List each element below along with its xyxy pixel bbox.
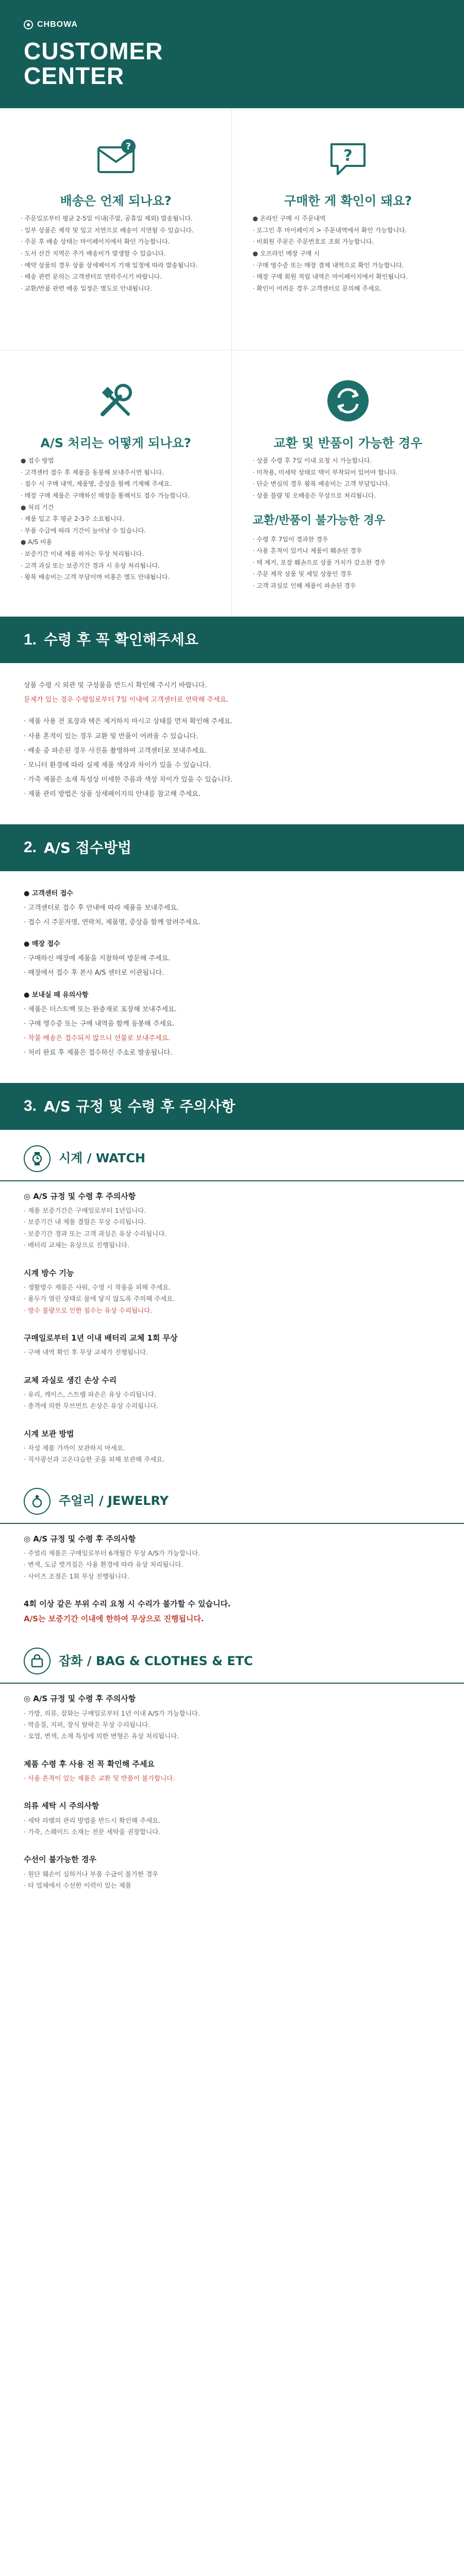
paragraph: · 사용 흔적이 있는 경우 교환 및 반품이 어려울 수 있습니다. (24, 732, 198, 740)
list-item: · 미착용, 미세탁 상태로 택이 부착되어 있어야 합니다. (253, 468, 398, 476)
section-number: 3. (24, 1097, 37, 1115)
list-item: · 로그인 후 마이페이지 > 주문내역에서 확인 가능합니다. (253, 226, 407, 234)
brand-logo (24, 19, 440, 31)
faq-card-shipping (0, 108, 232, 350)
policy-line: · 용두가 열린 상태로 물에 닿지 않도록 주의해 주세요. (24, 1295, 175, 1303)
list-item: · 비회원 주문은 주문번호로 조회 가능합니다. (253, 238, 374, 246)
policy-line: · 변색, 도금 벗겨짐은 사용 환경에 따라 유상 처리됩니다. (24, 1561, 184, 1569)
category-title: 주얼리 / JEWELRY (59, 1493, 169, 1508)
section-header-as-method (0, 824, 464, 871)
policy-item-title: 구매일로부터 1년 이내 배터리 교체 1회 무상 (24, 1333, 178, 1343)
category-header-bag (0, 1632, 464, 1684)
brand-logo-icon (24, 20, 33, 29)
category-header-jewelry (0, 1472, 464, 1524)
policy-line: · 제품 보증기간은 구매일로부터 1년입니다. (24, 1207, 146, 1215)
list-item: · 접수 시 구매 내역, 제품명, 증상을 함께 기재해 주세요. (21, 480, 172, 488)
page-title (24, 39, 440, 89)
chat-bubble-question-icon (323, 134, 373, 183)
page-bottom-spacer (0, 1898, 464, 1944)
policy-item-title: 교체 과실로 생긴 손상 수리 (24, 1375, 117, 1385)
category-header-watch (0, 1130, 464, 1181)
faq-card-purchase (232, 108, 464, 350)
section-header-check (0, 617, 464, 664)
paragraph: · 구매하신 매장에 제품을 지참하여 방문해 주세요. (24, 955, 171, 963)
section-title: A/S 접수방법 (44, 839, 132, 856)
svg-text:?: ? (343, 147, 353, 165)
paragraph: · 착불 배송은 접수되지 않으니 선불로 보내주세요. (24, 1035, 171, 1043)
list-item: · 매장 구매 회원 적립 내역은 마이페이지에서 확인됩니다. (253, 273, 408, 281)
policy-item-title: 의류 세탁 시 주의사항 (24, 1801, 100, 1811)
list-item: ● 처리 기간 (21, 503, 54, 511)
list-item: · 수령 후 7일이 경과한 경우 (253, 535, 328, 543)
policy-line: · 세탁 라벨의 관리 방법을 반드시 확인해 주세요. (24, 1816, 161, 1824)
policy-item (0, 1749, 464, 1791)
section-title: 수령 후 꼭 확인해주세요 (44, 631, 198, 649)
policy-item-title: 수선이 불가능한 경우 (24, 1855, 96, 1865)
list-item: · 상품 수령 후 7일 이내 요청 시 가능합니다. (253, 457, 372, 465)
list-item: ● 오프라인 매장 구매 시 (253, 249, 320, 257)
paragraph: · 제품 관리 방법은 상품 상세페이지의 안내를 참고해 주세요. (24, 790, 201, 799)
watch-icon (24, 1145, 51, 1172)
policy-line: · 가죽, 스웨이드 소재는 전문 세탁을 권장합니다. (24, 1828, 161, 1836)
list-item: · 고객센터 접수 후 제품을 동봉해 보내주시면 됩니다. (21, 468, 164, 476)
list-item: · 구매 영수증 또는 매장 결제 내역으로 확인 가능합니다. (253, 261, 404, 269)
list-item: · 일부 상품은 제작 및 입고 지연으로 배송이 지연될 수 있습니다. (21, 226, 194, 234)
paragraph: · 제품은 더스트백 또는 완충재로 포장해 보내주세요. (24, 1005, 177, 1013)
policy-item (0, 1181, 464, 1258)
section-body-check (0, 663, 464, 824)
paragraph: · 배송 중 파손된 경우 사진을 촬영하여 고객센터로 보내주세요. (24, 747, 207, 755)
paragraph: · 접수 시 주문자명, 연락처, 제품명, 증상을 함께 알려주세요. (24, 919, 201, 927)
section-body-as-method (0, 871, 464, 1083)
policy-line: · 원단 훼손이 심하거나 부품 수급이 불가한 경우 (24, 1870, 159, 1878)
policy-item (0, 1323, 464, 1365)
list-item: · 도서 산간 지역은 추가 배송비가 발생할 수 있습니다. (21, 249, 166, 257)
paragraph: ● 보내실 때 유의사항 (24, 991, 89, 999)
policy-item-title: 제품 수령 후 사용 전 꼭 확인해 주세요 (24, 1759, 155, 1769)
faq-question: A/S 처리는 어떻게 되나요? (40, 436, 191, 450)
list-item: · 보증기간 이내 제품 하자는 무상 처리됩니다. (21, 550, 144, 557)
policy-line: · 오염, 변색, 소재 특성에 의한 변형은 유상 처리됩니다. (24, 1732, 179, 1740)
policy-line: · 유리, 케이스, 스트랩 파손은 유상 수리됩니다. (24, 1390, 157, 1398)
paragraph: ● 고객센터 접수 (24, 889, 73, 897)
policy-item-title: ◎ A/S 규정 및 수령 후 주의사항 (24, 1534, 136, 1544)
policy-line: · 타 업체에서 수선한 이력이 있는 제품 (24, 1882, 131, 1890)
policy-line: · 주얼리 제품은 구매일로부터 6개월간 무상 A/S가 가능합니다. (24, 1549, 201, 1557)
paragraph: · 고객센터로 접수 후 안내에 따라 제품을 보내주세요. (24, 904, 179, 912)
policy-line: · 배터리 교체는 유상으로 진행됩니다. (24, 1241, 129, 1249)
category-title: 잡화 / BAG & CLOTHES & ETC (59, 1653, 253, 1668)
faq-answer-list (21, 214, 211, 293)
section-title: A/S 규정 및 수령 후 주의사항 (44, 1097, 236, 1115)
policy-line: · 생활방수 제품은 샤워, 수영 시 착용을 피해 주세요. (24, 1283, 171, 1291)
list-item: · 제품 입고 후 평균 2-3주 소요됩니다. (21, 515, 124, 523)
faq-answer-list (253, 456, 443, 500)
section-header-as-policy (0, 1083, 464, 1130)
paragraph: · 매장에서 접수 후 본사 A/S 센터로 이관됩니다. (24, 969, 164, 977)
list-item: ● A/S 비용 (21, 538, 53, 546)
policy-item (0, 1791, 464, 1844)
paragraph: ● 매장 접수 (24, 940, 60, 948)
policy-line: · 직사광선과 고온다습한 곳을 피해 보관해 주세요. (24, 1455, 165, 1464)
paragraph: · 구매 영수증 또는 구매 내역을 함께 동봉해 주세요. (24, 1020, 175, 1028)
list-item: ● 온라인 구매 시 주문내역 (253, 215, 326, 223)
policy-item (0, 1419, 464, 1472)
list-item: · 사용 흔적이 있거나 제품이 훼손된 경우 (253, 547, 362, 555)
policy-line: · 가방, 의류, 잡화는 구매일로부터 1년 이내 A/S가 가능합니다. (24, 1709, 200, 1717)
faq-grid (0, 108, 464, 617)
faq-card-exchange (232, 350, 464, 616)
policy-line: · 보증기간 내 제품 결함은 무상 수리됩니다. (24, 1218, 146, 1226)
paragraph: 문제가 있는 경우 수령일로부터 7일 이내에 고객센터로 연락해 주세요. (24, 696, 229, 704)
list-item: · 교환/반품 관련 배송 일정은 별도로 안내됩니다. (21, 284, 152, 292)
faq-card-as (0, 350, 232, 616)
policy-item-title: 시계 방수 기능 (24, 1268, 74, 1278)
page-title-line1: CUSTOMER (24, 37, 163, 64)
policy-item-title: ◎ A/S 규정 및 수령 후 주의사항 (24, 1694, 136, 1704)
policy-note: A/S는 보증기간 이내에 한하여 무상으로 진행됩니다. (24, 1614, 204, 1624)
brand-name: CHBOWA (37, 20, 78, 29)
list-item: · 주문 제작 상품 및 세일 상품인 경우 (253, 570, 352, 578)
paragraph: 상품 수령 시 외관 및 구성품을 반드시 확인해 주시기 바랍니다. (24, 682, 207, 690)
svg-text:?: ? (125, 141, 131, 152)
category-title: 시계 / WATCH (59, 1151, 146, 1166)
section-number: 2. (24, 839, 37, 856)
paragraph: · 가죽 제품은 소재 특성상 미세한 주름과 색상 차이가 있을 수 있습니다. (24, 775, 233, 784)
policy-notes (0, 1589, 464, 1633)
policy-line: · 충격에 의한 무브먼트 손상은 유상 수리됩니다. (24, 1402, 159, 1410)
policy-item (0, 1684, 464, 1749)
list-item: · 택 제거, 포장 훼손으로 상품 가치가 감소한 경우 (253, 558, 386, 566)
list-item: · 매장 구매 제품은 구매하신 매장을 통해서도 접수 가능합니다. (21, 492, 190, 499)
policy-line: · 구매 내역 확인 후 무상 교체가 진행됩니다. (24, 1348, 148, 1357)
faq-answer-list (21, 456, 211, 582)
list-item: · 확인이 어려운 경우 고객센터로 문의해 주세요. (253, 284, 382, 292)
envelope-question-icon (91, 134, 141, 183)
list-item: · 예약 상품의 경우 상품 상세페이지 기재 일정에 따라 발송됩니다. (21, 261, 198, 269)
list-item: · 왕복 배송비는 고객 부담이며 비용은 별도 안내됩니다. (21, 573, 170, 581)
faq-answer-list (253, 214, 443, 293)
tools-icon (91, 376, 141, 426)
page-title-line2: CENTER (24, 62, 125, 90)
list-item: · 주문 후 배송 상태는 마이페이지에서 확인 가능합니다. (21, 238, 170, 246)
list-item: · 배송 관련 문의는 고객센터로 연락주시기 바랍니다. (21, 273, 162, 281)
policy-item-title: ◎ A/S 규정 및 수령 후 주의사항 (24, 1191, 136, 1201)
customer-center-header (0, 0, 464, 108)
list-item: · 부품 수급에 따라 기간이 늘어날 수 있습니다. (21, 527, 146, 534)
policy-item (0, 1524, 464, 1589)
bag-icon (24, 1648, 51, 1674)
faq-answer-list (253, 535, 443, 591)
policy-line: · 보증기간 경과 또는 고객 과실은 유상 수리됩니다. (24, 1229, 167, 1238)
paragraph: · 제품 사용 전 포장과 택은 제거하지 마시고 상태를 먼저 확인해 주세요. (24, 718, 233, 726)
policy-line: · 방수 불량으로 인한 침수는 유상 수리됩니다. (24, 1306, 153, 1314)
section-number: 1. (24, 631, 37, 648)
paragraph: · 모니터 환경에 따라 실제 제품 색상과 차이가 있을 수 있습니다. (24, 761, 211, 769)
ring-icon (24, 1488, 51, 1515)
faq-question: 구매한 게 확인이 돼요? (284, 194, 412, 208)
faq-question: 배송은 언제 되나요? (60, 194, 172, 208)
policy-item (0, 1365, 464, 1419)
faq-question: 교환 및 반품이 가능한 경우 (273, 436, 423, 450)
list-item: · 주문일로부터 평균 2-5일 이내(주말, 공휴일 제외) 발송됩니다. (21, 215, 193, 223)
policy-line: · 사이즈 조절은 1회 무상 진행됩니다. (24, 1572, 129, 1580)
policy-item-title: 시계 보관 방법 (24, 1429, 74, 1438)
paragraph: · 처리 완료 후 제품은 접수하신 주소로 발송됩니다. (24, 1049, 173, 1057)
policy-line: · 박음질, 지퍼, 장식 탈락은 무상 수리됩니다. (24, 1721, 151, 1729)
exchange-arrows-icon (323, 376, 373, 426)
policy-line: · 자성 제품 가까이 보관하지 마세요. (24, 1444, 125, 1452)
list-item: ● 접수 방법 (21, 457, 54, 465)
policy-line: · 사용 흔적이 있는 제품은 교환 및 반품이 불가합니다. (24, 1774, 175, 1783)
list-item: · 단순 변심의 경우 왕복 배송비는 고객 부담입니다. (253, 480, 390, 488)
list-item: · 고객 과실로 인해 제품이 파손된 경우 (253, 582, 356, 590)
policy-note: 4회 이상 같은 부위 수리 요청 시 수리가 불가할 수 있습니다. (24, 1599, 231, 1608)
faq-subsection-title: 교환/반품이 불가능한 경우 (253, 514, 386, 527)
list-item: · 상품 불량 및 오배송은 무상으로 처리됩니다. (253, 492, 376, 499)
list-item: · 고객 과실 또는 보증기간 경과 시 유상 처리됩니다. (21, 562, 160, 569)
policy-item (0, 1844, 464, 1898)
policy-item (0, 1258, 464, 1323)
